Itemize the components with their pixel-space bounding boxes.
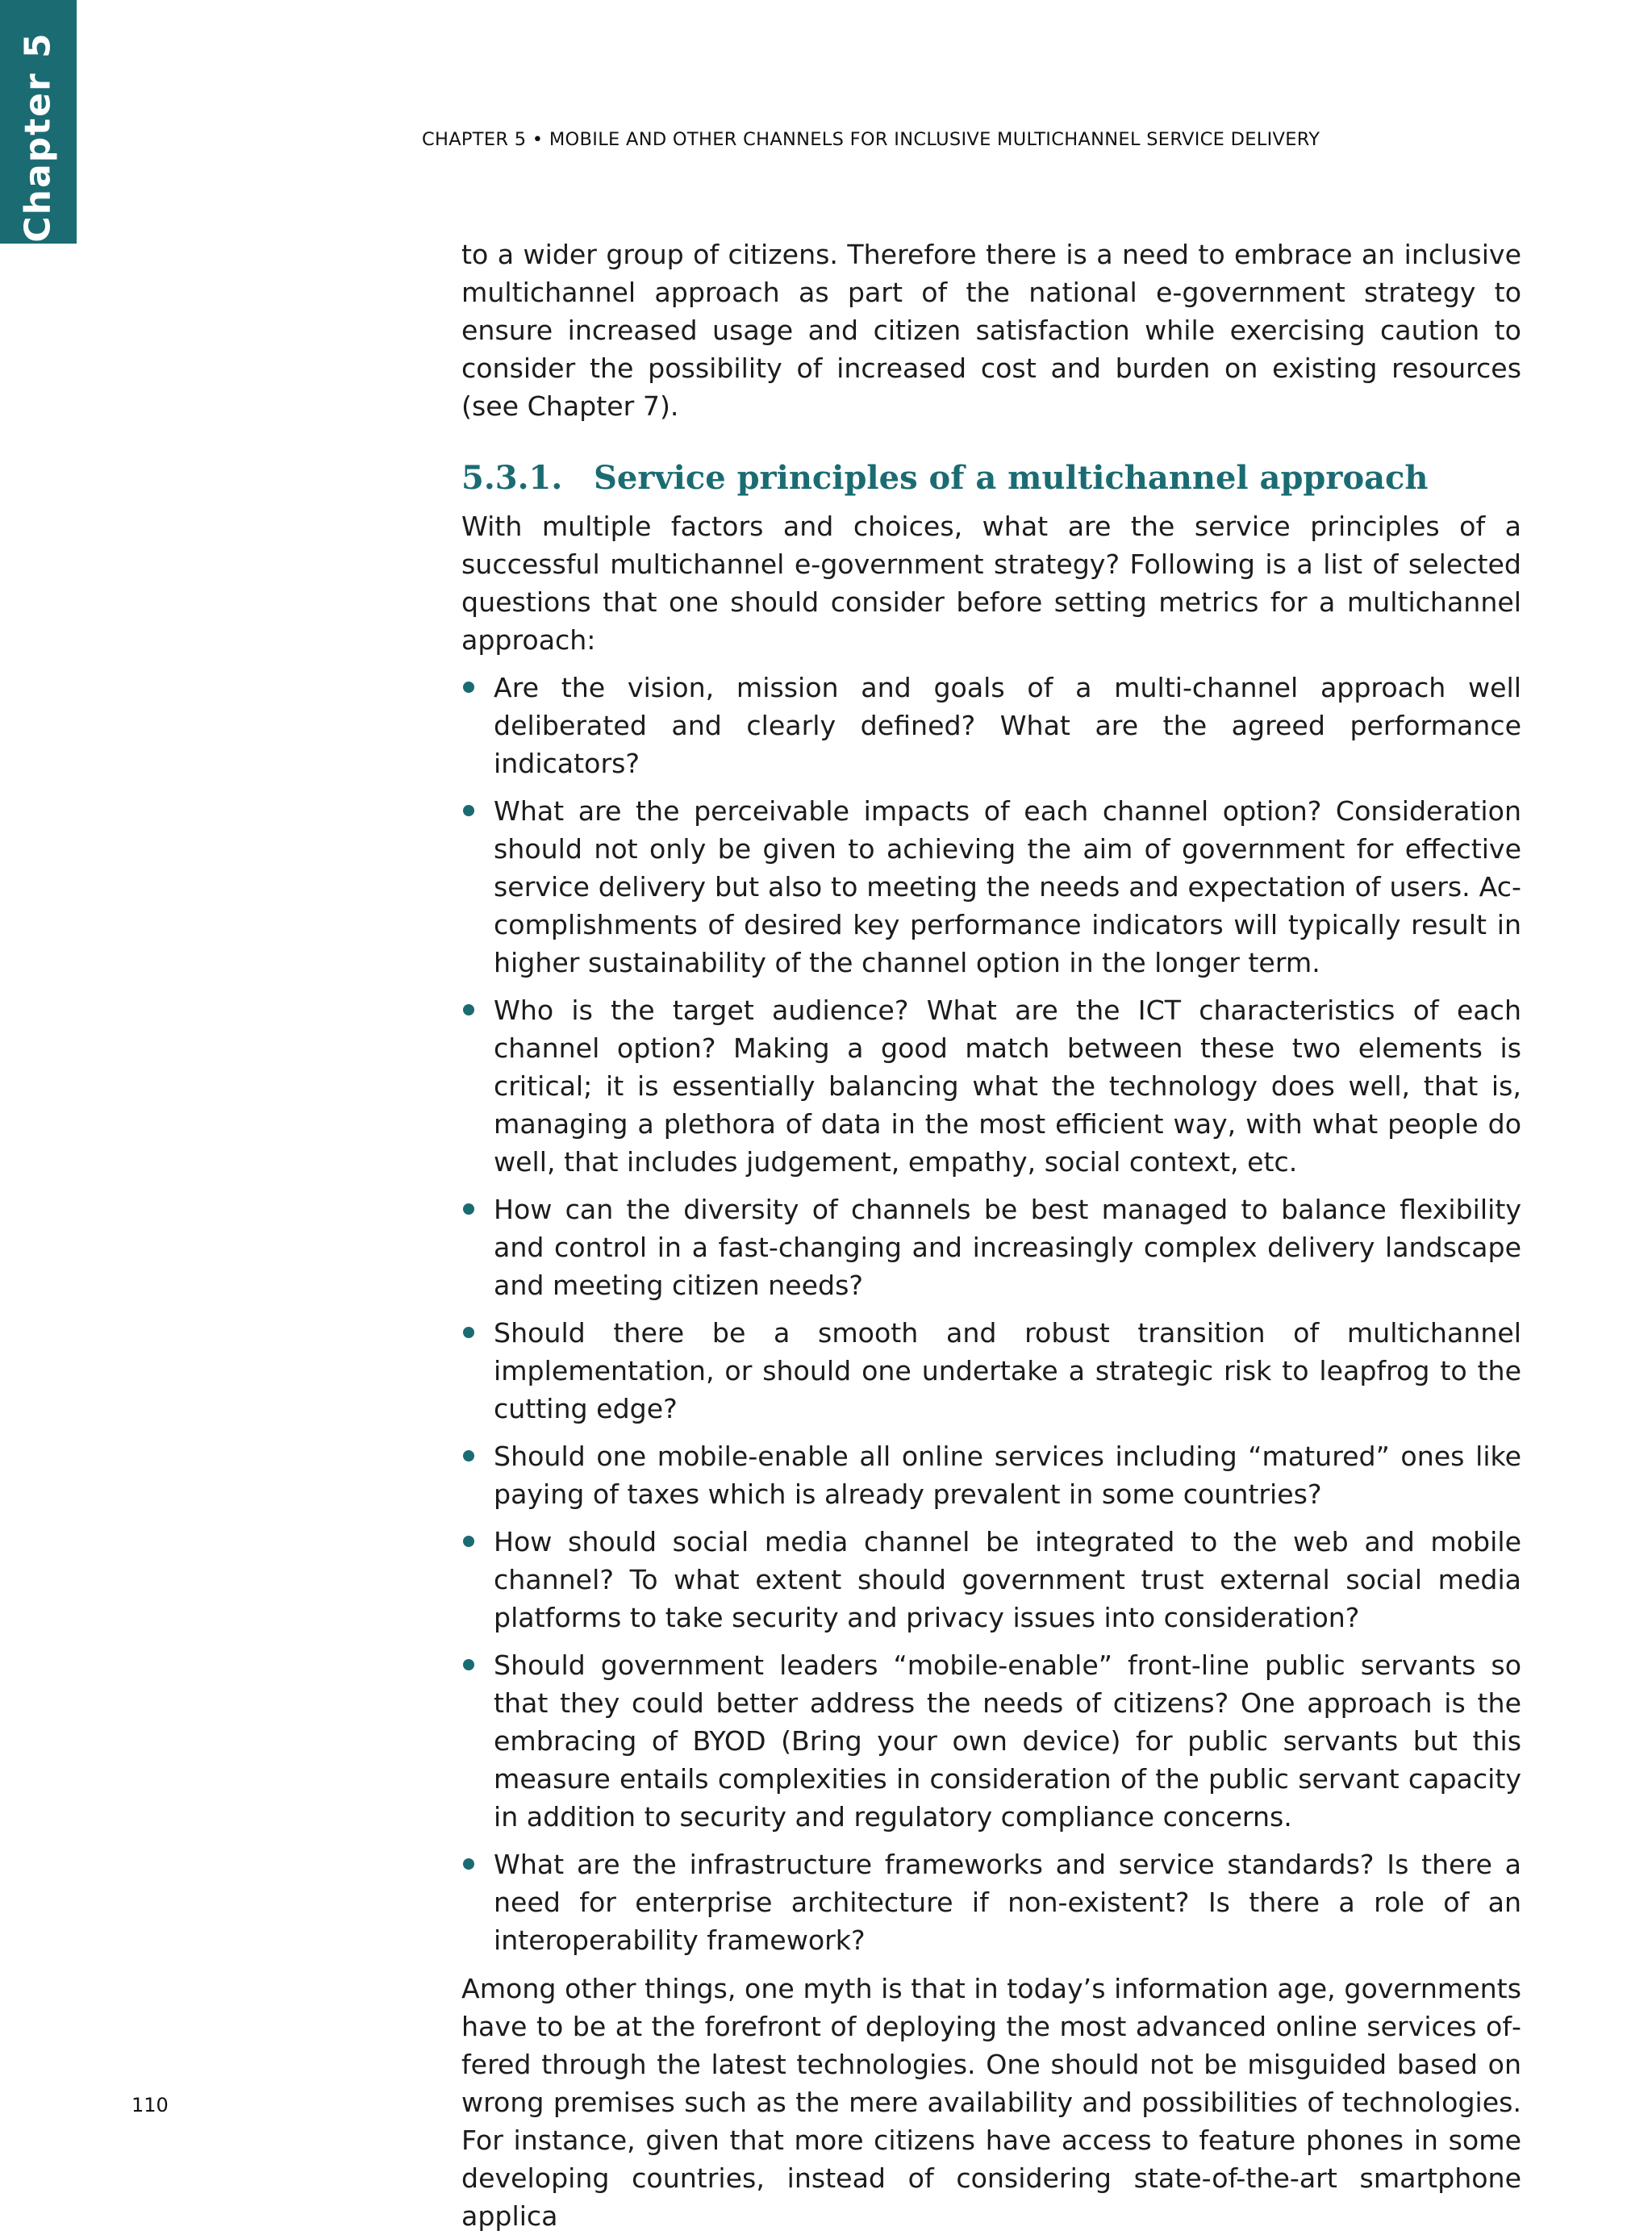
chapter-tab-label: Chapter 5 bbox=[17, 31, 59, 243]
question-list bbox=[461, 669, 1521, 1959]
page-number: 110 bbox=[131, 2094, 169, 2116]
list-item bbox=[461, 991, 1521, 1181]
chapter-tab bbox=[0, 0, 77, 244]
closing-paragraph: Among other things, one myth is that in today’s information age, governments have to be at the forefront of deploying the most advanced online services offered through the latest technologies. One should not be misguided based on wrong premises such as the mere availability and possibilities of technologies. For instance, given that more citizens have access to feature phones in some developing countries, instead of considering state-of-the-art smartphone applica bbox=[461, 1973, 1521, 2232]
list-item bbox=[461, 1523, 1521, 1637]
bullet-icon bbox=[463, 805, 474, 816]
list-item-text: Are the vision, mission and goals of a multi-channel approach well deliberated and clearly defined? What are the agreed performance indicators? bbox=[494, 672, 1521, 779]
list-item bbox=[461, 1314, 1521, 1428]
list-item bbox=[461, 1190, 1521, 1304]
list-item bbox=[461, 792, 1521, 982]
list-item-text: Who is the target audience? What are the ICT characteristics of each channel option? Making a good match between these two elements is critical; it is essentially balancing what the technology does well, that is, managing a plethora of data in the most efficient way, with what people do well, that includes judgement, empathy, social context, etc. bbox=[494, 994, 1521, 1178]
list-item-text: Should government leaders “mobile-enable” front-line public servants so that they could better address the needs of citizens? One approach is the embracing of BYOD (Bring your own device) for public servants but this measure entails complexities in consideration of the public servant capacity in addition to security and regulatory compliance concerns. bbox=[494, 1649, 1521, 1833]
list-item bbox=[461, 1437, 1521, 1513]
bullet-icon bbox=[463, 682, 474, 693]
section-title: Service principles of a multichannel approach bbox=[594, 458, 1429, 497]
page-body bbox=[461, 236, 1521, 2235]
intro-paragraph: to a wider group of citizens. Therefore there is a need to embrace an inclusive multichannel approach as part of the national e-government strategy to ensure increased usage and citizen satisfaction while exercising caution to consider the possibility of increased cost and burden on existing resources (see Chapter 7). bbox=[461, 239, 1521, 422]
list-item-text: How should social media channel be integrated to the web and mobile channel? To what extent should government trust external social media platforms to take security and privacy issues into consideration? bbox=[494, 1526, 1521, 1633]
bullet-icon bbox=[463, 1536, 474, 1547]
list-item-text: Should one mobile-enable all online services including “matured” ones like paying of taxes which is already prevalent in some countries? bbox=[494, 1441, 1521, 1510]
lead-paragraph: With multiple factors and choices, what are the service principles of a successful multichannel e-government strategy? Following is a list of selected questions that one should consider before setting metrics for a multichannel approach: bbox=[461, 511, 1521, 656]
section-number: 5.3.1. bbox=[461, 458, 563, 497]
list-item bbox=[461, 1646, 1521, 1836]
bullet-icon bbox=[463, 1659, 474, 1670]
bullet-icon bbox=[463, 1203, 474, 1215]
bullet-icon bbox=[463, 1450, 474, 1462]
bullet-icon bbox=[463, 1004, 474, 1015]
list-item-text: Should there be a smooth and robust transition of multichannel implementation, or should one undertake a strategic risk to leapfrog to the cutting edge? bbox=[494, 1317, 1521, 1424]
list-item bbox=[461, 1845, 1521, 1959]
list-item-text: How can the diversity of channels be best managed to balance flexibility and control in a fast-changing and increasingly complex delivery landscape and meeting citizen needs? bbox=[494, 1194, 1521, 1301]
bullet-icon bbox=[463, 1327, 474, 1338]
section-heading bbox=[461, 449, 1521, 506]
list-item bbox=[461, 669, 1521, 782]
list-item-text: What are the perceivable impacts of each channel option? Consideration should not only be given to achieving the aim of government for effective service delivery but also to meeting the needs and expectation of users. Accomplishments of desired key performance indicators will typically result in higher sustainability of the channel option in the longer term. bbox=[494, 795, 1521, 978]
running-head: CHAPTER 5 • MOBILE AND OTHER CHANNELS FOR INCLUSIVE MULTICHANNEL SERVICE DELIVERY bbox=[422, 129, 1320, 150]
list-item-text: What are the infrastructure frameworks and service standards? Is there a need for enterprise architecture if non-existent? Is there a role of an interoperability framework? bbox=[494, 1849, 1521, 1956]
bullet-icon bbox=[463, 1858, 474, 1870]
